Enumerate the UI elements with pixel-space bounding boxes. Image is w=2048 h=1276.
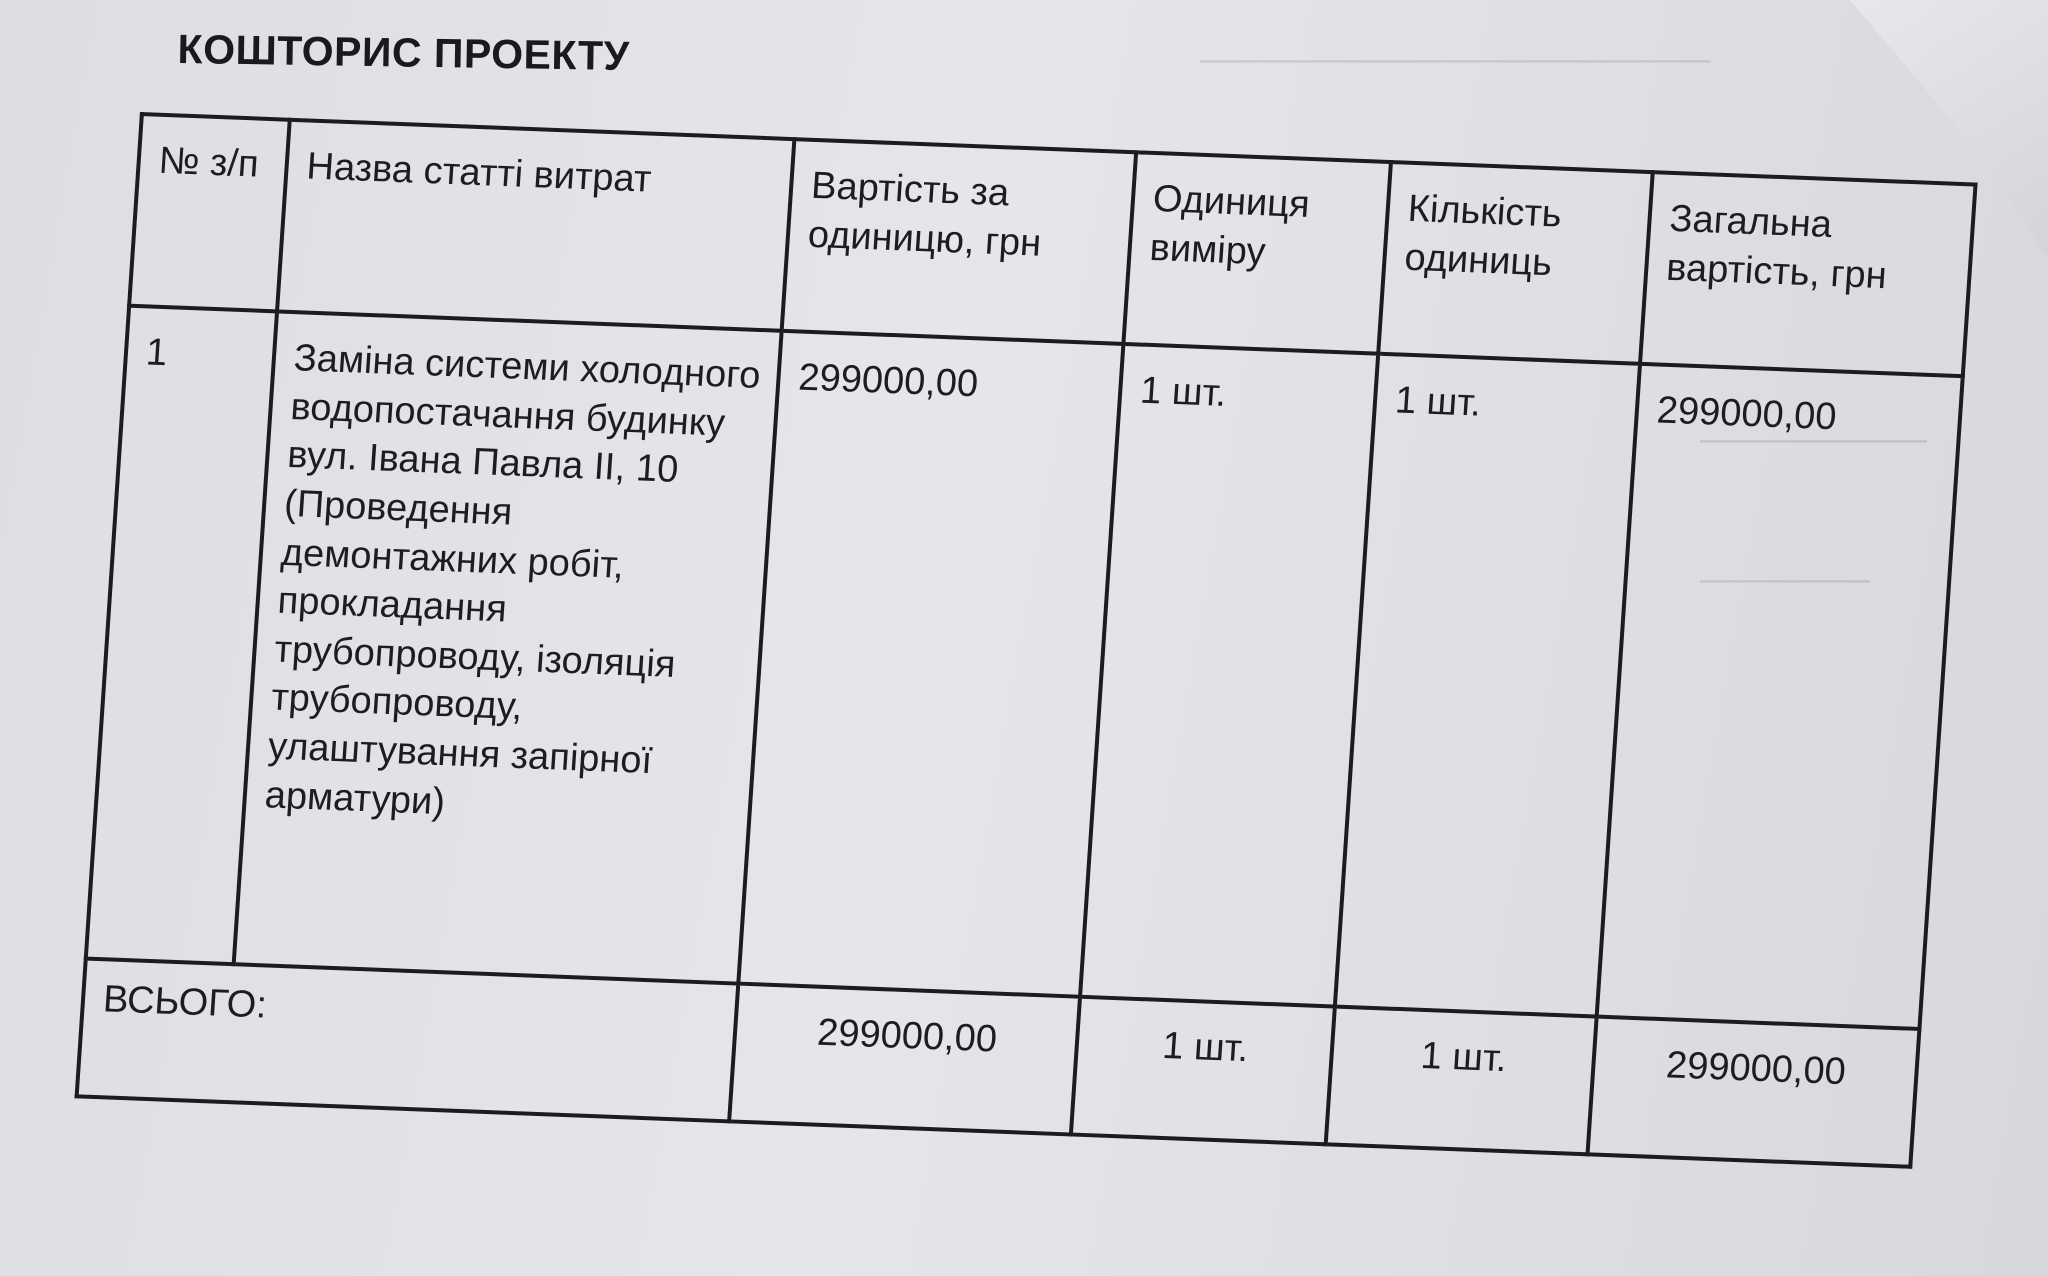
show-through-text: –––––––––––– xyxy=(1700,420,1927,458)
table-row xyxy=(86,306,1963,1029)
total-unit: 1 шт. xyxy=(1071,997,1335,1145)
total-quantity: 1 шт. xyxy=(1326,1007,1597,1155)
header-number: № з/п xyxy=(129,114,290,311)
header-item-name: Назва статті витрат xyxy=(277,120,794,331)
header-total: Загальна вартість, грн xyxy=(1640,172,1975,376)
cell-total: 299000,00 xyxy=(1597,364,1963,1029)
total-unit-price: 299000,00 xyxy=(729,984,1080,1135)
budget-table xyxy=(74,112,1977,1169)
cell-unit: 1 шт. xyxy=(1080,344,1378,1007)
show-through-text: ––––––––– xyxy=(1700,560,1871,598)
header-unit: Одиниця виміру xyxy=(1123,152,1391,353)
cell-quantity: 1 шт. xyxy=(1335,354,1640,1017)
total-sum: 299000,00 xyxy=(1588,1017,1920,1167)
budget-sheet xyxy=(74,112,1977,1169)
document-title: КОШТОРИС ПРОЕКТУ xyxy=(177,26,630,80)
cell-item-name: Заміна системи холодного водопостачання будинку вул. Івана Павла ІІ, 10 (Проведення демонтажних робіт, прокладання трубопроводу, ізоляція трубопроводу, улаштування запірної арматури) xyxy=(234,311,782,983)
show-through-text: ––––––––––––––––––––––––––– xyxy=(1200,40,1711,78)
cell-number: 1 xyxy=(86,306,277,964)
cell-unit-price: 299000,00 xyxy=(738,331,1123,997)
header-unit-price: Вартість за одиницю, грн xyxy=(782,139,1136,344)
header-quantity: Кількість одиниць xyxy=(1378,162,1653,364)
total-label: ВСЬОГО: xyxy=(77,959,739,1122)
